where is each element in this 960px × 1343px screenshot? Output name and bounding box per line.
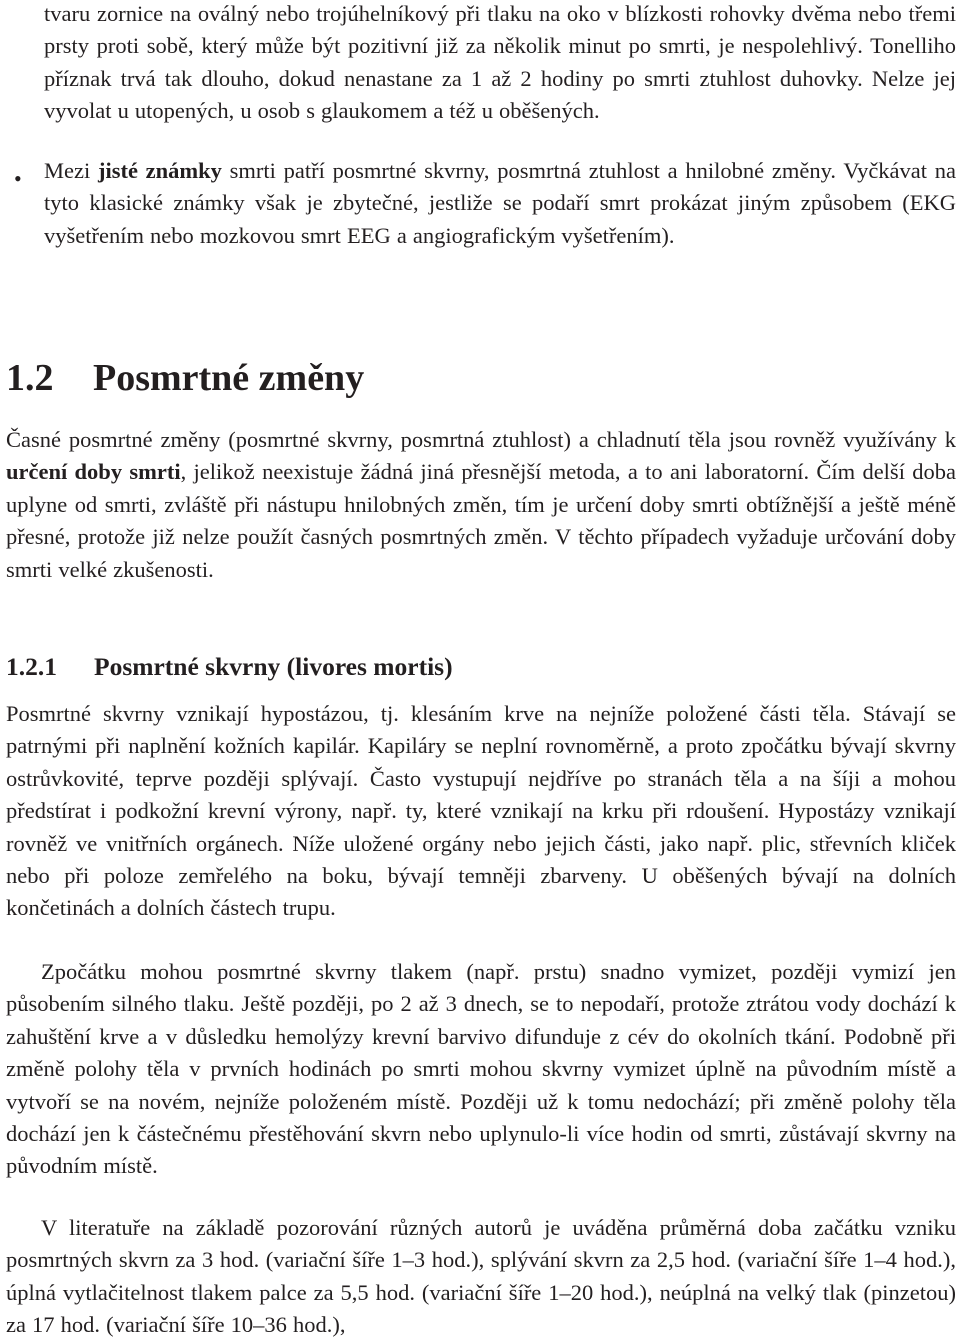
- section-number: 1.2: [6, 357, 54, 399]
- section-para-bold-term: určení doby smrti: [6, 459, 181, 485]
- paragraph-pressure: Zpočátku mohou posmrtné skvrny tlakem (např. prstu) snadno vymizet, později vymizí jen působením silného tlaku. Ještě později, po 2 až 3 dnech, se to nepodaří, protože ztrátou vody dochází k zahuštění krve a v důsledku hemolýzy krevní barvivo difunduje z cév do okolních tkání. Podobně při změně polohy těla v prvních hodinách po smrti mohou skvrny vymizet úplně na původním místě a vytvoří se na novém, nejníže položeném místě. Později už k tomu nedochází; při změně polohy těla dochází jen k částečnému přestěhování skvrn nebo uplynulo-li více hodin od smrti, zůstávají skvrny na původním místě.: [6, 959, 956, 1179]
- section-title: Posmrtné změny: [93, 357, 365, 399]
- bullet-bold-term: jisté známky: [97, 158, 222, 183]
- section-paragraph: [6, 424, 956, 586]
- subsection-number: 1.2.1: [6, 652, 57, 681]
- continuation-paragraph: tvaru zornice na oválný nebo trojúhelníkový při tlaku na oko v blízkosti rohovky dvěma nebo třemi prsty proti sobě, který může být pozitivní již za několik minut po smrti, je nespolehlivý. Tonelliho příznak trvá tak dlouho, dokud nenastane za 1 až 2 hodiny po smrti ztuhlost duhovky. Nelze jej vyvolat u utopených, u osob s glaukomem a též u oběšených.: [44, 1, 956, 124]
- bullet-paragraph: [44, 155, 956, 252]
- bullet-marker: •: [14, 166, 22, 191]
- section-heading: [6, 352, 364, 404]
- section-para-lead: Časné posmrtné změny (posmrtné skvrny, posmrtná ztuhlost) a chladnutí těla jsou rovněž využívány k: [6, 427, 956, 452]
- subsection-title: Posmrtné skvrny (livores mortis): [94, 652, 453, 681]
- paragraph-literature: V literatuře na základě pozorování různých autorů je uváděna průměrná doba začátku vzniku posmrtných skvrn za 3 hod. (variační šíře 1–3 hod.), splývání skvrn za 2,5 hod. (variační šíře 1–4 hod.), úplná vytlačitelnost tlakem palce za 5,5 hod. (variační šíře 1–20 hod.), neúplná na velký tlak (pinzetou) za 17 hod. (variační šíře 10–36 hod.),: [6, 1215, 956, 1338]
- subsection-heading: [6, 648, 453, 686]
- section-para-rest: , jelikož neexistuje žádná jiná přesnější metoda, a to ani laboratorní. Čím delší doba uplyne od smrti, zvláště při nástupu hnilobných změn, tím je určení doby smrti obtížnější a ještě méně přesné, protože již nelze použít časných posmrtných změn. V těchto případech vyžaduje určování doby smrti velké zkušenosti.: [6, 459, 956, 582]
- bullet-rest: smrti patří posmrtné skvrny, posmrtná ztuhlost a hnilobné změny. Vyčkávat na tyto klasické známky však je zbytečné, jestliže se podaří smrt prokázat jiným způsobem (EKG vyšetřením nebo mozkovou smrt EEG a angiografickým vyšetřením).: [44, 158, 956, 248]
- paragraph-hypostasis: Posmrtné skvrny vznikají hypostázou, tj. klesáním krve na nejníže položené části těla. Stávají se patrnými při naplnění kožních kapilár. Kapiláry se neplní rovnoměrně, a proto zpočátku bývají skvrny ostrůvkovité, teprve později splývají. Často vystupují nejdříve po stranách těla a na šíji a mohou předstírat i podkožní krevní výrony, např. ty, které vznikají na krku při rdoušení. Hypostázy vznikají rovněž ve vnitřních orgánech. Níže uložené orgány nebo jejich části, jako např. plic, střevních kliček nebo při poloze zemřelého na boku, bývají temněji zbarveny. U oběšených bývají na dolních končetinách a dolních částech trupu.: [6, 701, 956, 921]
- bullet-lead: Mezi: [44, 158, 98, 183]
